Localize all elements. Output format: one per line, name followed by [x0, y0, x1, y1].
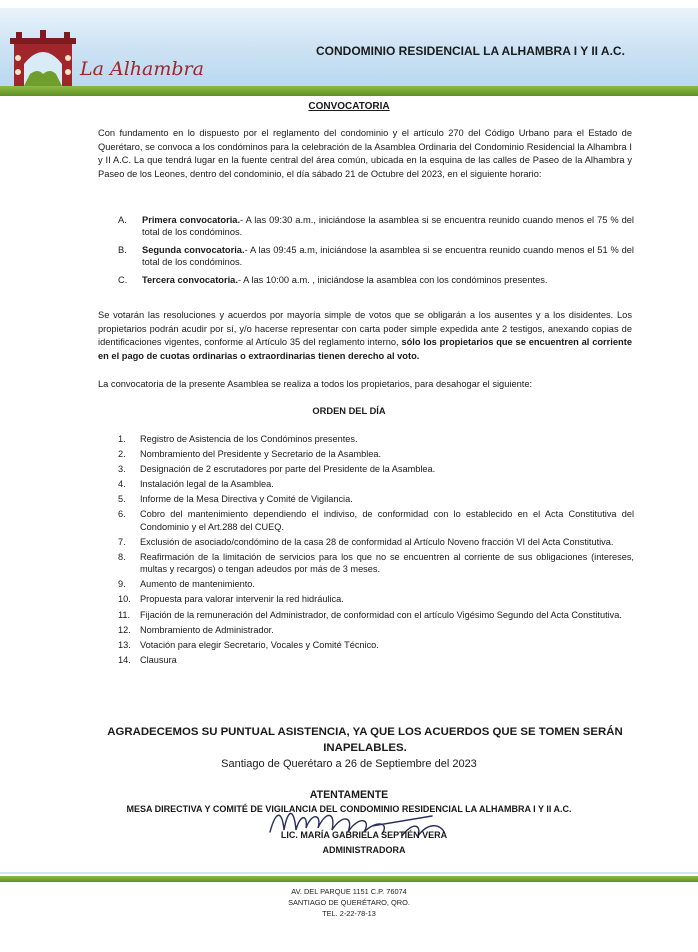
- list-item-number: 7.: [118, 536, 126, 547]
- list-item-text: - A las 10:00 a.m. , iniciándose la asamblea con los condóminos presentes.: [237, 274, 548, 285]
- list-item-text: Aumento de mantenimiento.: [140, 579, 255, 590]
- rules-paragraph: [98, 309, 632, 363]
- list-item-number: C.: [118, 274, 128, 285]
- atentamente-heading: ATENTAMENTE: [309, 789, 389, 801]
- list-item-number: 8.: [118, 551, 126, 562]
- signer-role: ADMINISTRADORA: [322, 845, 406, 855]
- list-item-number: 14.: [118, 654, 131, 665]
- list-item-number: 6.: [118, 509, 126, 520]
- list-item-text: Designación de 2 escrutadores por parte del Presidente de la Asamblea.: [140, 464, 436, 475]
- board-name: MESA DIRECTIVA Y COMITÉ DE VIGILANCIA DEL CONDOMINIO RESIDENCIAL LA ALHAMBRA I Y II A.C.: [126, 804, 572, 814]
- footer-sky-line: [0, 872, 698, 874]
- list-item-number: 4.: [118, 479, 126, 490]
- list-item-bold: Segunda convocatoria.: [142, 244, 245, 255]
- list-item-text: Informe de la Mesa Directiva y Comité de Vigilancia.: [140, 494, 353, 505]
- footer-city: SANTIAGO DE QUERÉTARO, QRO.: [288, 898, 410, 907]
- footer-address: AV. DEL PARQUE 1151 C.P. 76074: [291, 887, 407, 896]
- list-item-number: 3.: [118, 464, 126, 475]
- list-item-text: Nombramiento de Administrador.: [140, 624, 274, 635]
- list-item-text: Clausura: [140, 654, 177, 665]
- list-item: [118, 536, 634, 548]
- convocatoria-note: La convocatoria de la presente Asamblea se realiza a todos los propietarios, para desahogar el siguiente:: [98, 379, 533, 389]
- rules-text: Se votarán las resoluciones y acuerdos por mayoría simple de votos que se obligarán a los ausentes y a los disidentes. Los propietarios podrán acudir por sí, y/o hacerse representar con carta poder simple expedida ante 2 testigos, anexando copias de identificaciones vigentes, conforme al Artículo 35 del reglamento interno,: [98, 310, 632, 348]
- org-title: CONDOMINIO RESIDENCIAL LA ALHAMBRA I Y II A.C.: [316, 44, 625, 58]
- list-item-text: Cobro del mantenimiento dependiendo el indiviso, de conformidad con lo establecido en el Acta Constitutiva del Condominio y el Art.288 del CUEQ.: [140, 509, 634, 532]
- list-item-text: - A las 09:30 a.m., iniciándose la asamblea si se encuentra reunido cuando menos el 75 % del total de los condóminos.: [142, 215, 635, 238]
- convocatoria-list: [118, 214, 634, 291]
- list-item: [118, 448, 634, 460]
- list-item-number: 1.: [118, 434, 126, 444]
- list-item-text: Propuesta para valorar intervenir la red hidráulica.: [140, 594, 344, 605]
- list-item: [118, 551, 634, 576]
- closing-statement: AGRADECEMOS SU PUNTUAL ASISTENCIA, YA QUE LOS ACUERDOS QUE SE TOMEN SERÁN INAPELABLES.: [107, 726, 623, 754]
- list-item-number: 12.: [118, 624, 131, 635]
- signer-name: LIC. MARÍA GABRIELA SEPTIÉN VERA: [280, 830, 448, 840]
- list-item-number: A.: [118, 215, 127, 225]
- list-item: [118, 244, 634, 269]
- list-item-text: Exclusión de asociado/condómino de la casa 28 de conformidad al Artículo Noveno fracción VI del Acta Constitutiva.: [140, 536, 614, 547]
- list-item: [118, 433, 634, 445]
- list-item-bold: Primera convocatoria.: [142, 215, 241, 225]
- list-item-number: 11.: [118, 609, 131, 620]
- list-item-text: Nombramiento del Presidente y Secretario de la Asamblea.: [140, 449, 382, 460]
- list-item: [118, 493, 634, 505]
- list-item-text: - A las 09:45 a.m, iniciándose la asamblea si se encuentra reunido cuando menos el 51 % del total de los condóminos.: [142, 244, 635, 268]
- list-item: [118, 609, 634, 621]
- list-item-number: 10.: [118, 594, 131, 605]
- alhambra-arch-logo: [10, 28, 76, 88]
- list-item-text: Instalación legal de la Asamblea.: [140, 479, 274, 490]
- document-title: CONVOCATORIA: [308, 101, 390, 112]
- list-item-text: Reafirmación de la limitación de servicios para los que no se encuentren al corriente de sus obligaciones (intereses, multas y recargos) o tengan adeudos por más de 3 meses.: [140, 551, 634, 575]
- place-and-date: Santiago de Querétaro a 26 de Septiembre del 2023: [221, 758, 477, 770]
- orden-del-dia-list: [118, 433, 634, 669]
- list-item: [118, 478, 634, 490]
- rules-bold-text: sólo los propietarios que se encuentren al corriente en el pago de cuotas ordinarias o extraordinarias tienen derecho al voto.: [98, 337, 632, 361]
- list-item-bold: Tercera convocatoria.: [142, 274, 238, 285]
- list-item: [118, 624, 634, 636]
- list-item-number: 5.: [118, 494, 126, 505]
- list-item: [118, 508, 634, 533]
- list-item-text: Votación para elegir Secretario, Vocales y Comité Técnico.: [140, 639, 379, 650]
- list-item-number: 13.: [118, 639, 131, 650]
- orden-del-dia-title: ORDEN DEL DÍA: [312, 406, 386, 416]
- list-item: [118, 274, 634, 286]
- list-item: [118, 654, 634, 666]
- footer-phone: TEL. 2-22-78-13: [322, 909, 376, 918]
- header-green-bar: [0, 86, 698, 96]
- footer-green-bar: [0, 876, 698, 882]
- list-item-number: 9.: [118, 579, 126, 590]
- list-item: [118, 593, 634, 605]
- list-item-number: B.: [118, 244, 127, 255]
- letterhead: [0, 0, 698, 100]
- list-item-number: 2.: [118, 449, 126, 460]
- list-item: [118, 214, 634, 239]
- list-item: [118, 463, 634, 475]
- list-item-text: Registro de Asistencia de los Condóminos presentes.: [140, 434, 358, 444]
- logo-wordmark: La Alhambra: [80, 58, 204, 80]
- list-item-text: Fijación de la remuneración del Administrador, de conformidad con el artículo Vigésimo Segundo del Acta Constitutiva.: [140, 609, 622, 620]
- list-item: [118, 639, 634, 651]
- list-item: [118, 578, 634, 590]
- intro-paragraph: Con fundamento en lo dispuesto por el reglamento del condominio y el artículo 270 del Código Urbano para el Estado de Querétaro, se convoca a los condóminos para la celebración de la Asamblea Ordinaria del Condominio Residencial la Alhambra I y II A.C. La que tendrá lugar en la fuente central del área común, ubicada en la esquina de las calles de Paseo de la Alhambra y Paseo de los Leones, dentro del condominio, el día sábado 21 de Octubre del 2023, en el siguiente horario:: [98, 128, 632, 179]
